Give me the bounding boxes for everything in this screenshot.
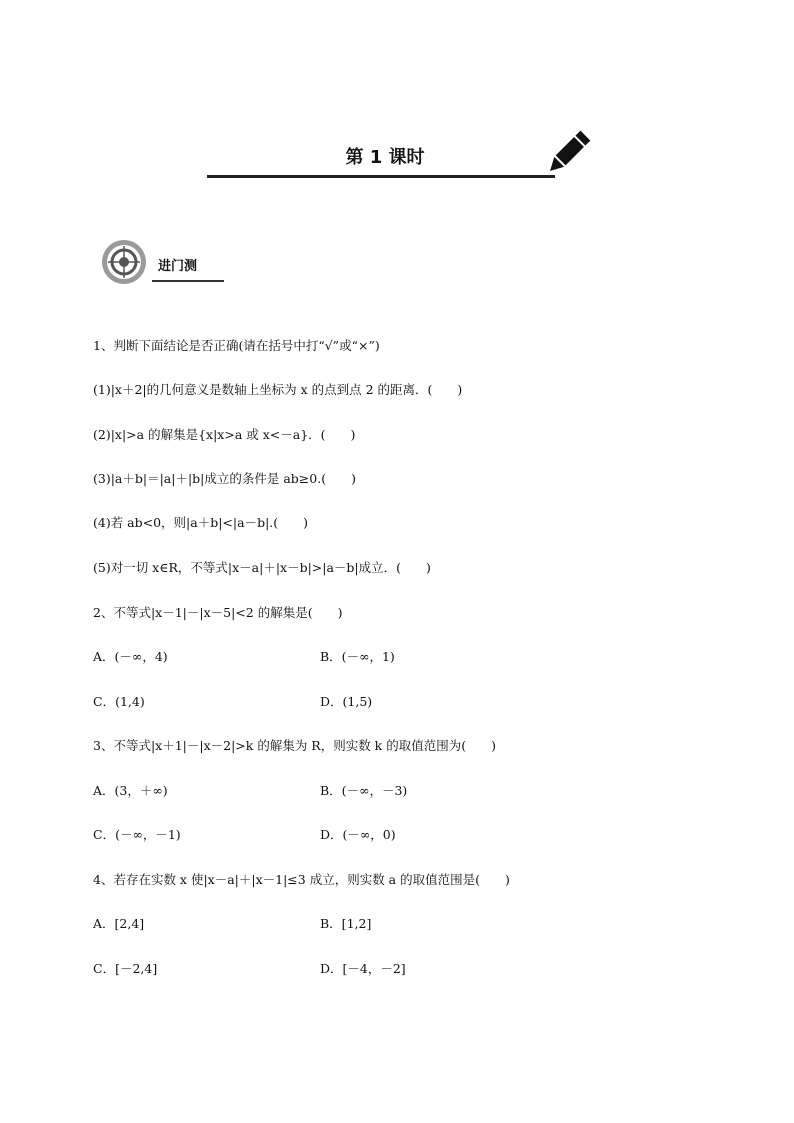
- q3-option-c: C．(－∞，－1): [93, 827, 181, 842]
- q2-option-b: B．(－∞，1): [320, 649, 395, 664]
- q3-stem: 3、不等式|x＋1|－|x－2|>k 的解集为 R，则实数 k 的取值范围为( ): [93, 738, 496, 753]
- page-title: 第 1 课时: [345, 147, 425, 168]
- q3-option-d: D．(－∞，0): [320, 827, 396, 842]
- q1-stem: 1、判断下面结论是否正确(请在括号中打“√”或“×”): [93, 338, 380, 353]
- section-heading: [100, 238, 226, 286]
- q1-item-5: (5)对一切 x∈R，不等式|x－a|＋|x－b|>|a－b|成立．( ): [93, 560, 431, 575]
- q4-option-c: C．[－2,4]: [93, 961, 158, 976]
- q1-item-3: (3)|a＋b|＝|a|＋|b|成立的条件是 ab≥0.( ): [93, 471, 356, 486]
- q2-option-a: A．(－∞，4): [93, 649, 168, 664]
- section-label: 进门测: [158, 259, 198, 274]
- pencil-icon: [542, 126, 592, 182]
- q4-option-a: A．[2,4]: [93, 916, 145, 931]
- q4-option-b: B．[1,2]: [320, 916, 372, 931]
- q2-option-c: C．(1,4): [93, 694, 145, 709]
- q4-stem: 4、若存在实数 x 使|x－a|＋|x－1|≤3 成立，则实数 a 的取值范围是( ): [93, 872, 510, 887]
- section-underline: [152, 280, 224, 282]
- q1-item-2: (2)|x|>a 的解集是{x|x>a 或 x<－a}．( ): [93, 427, 356, 442]
- title-underline: [207, 175, 555, 178]
- q1-item-1: (1)|x＋2|的几何意义是数轴上坐标为 x 的点到点 2 的距离．( ): [93, 382, 463, 397]
- q3-option-a: A．(3，＋∞): [93, 783, 168, 798]
- target-icon: [100, 238, 148, 286]
- q2-stem: 2、不等式|x－1|－|x－5|<2 的解集是( ): [93, 605, 343, 620]
- q2-option-d: D．(1,5): [320, 694, 373, 709]
- q1-item-4: (4)若 ab<0，则|a＋b|<|a－b|.( ): [93, 515, 309, 530]
- q3-option-b: B．(－∞，－3): [320, 783, 408, 798]
- q4-option-d: D．[－4，－2]: [320, 961, 406, 976]
